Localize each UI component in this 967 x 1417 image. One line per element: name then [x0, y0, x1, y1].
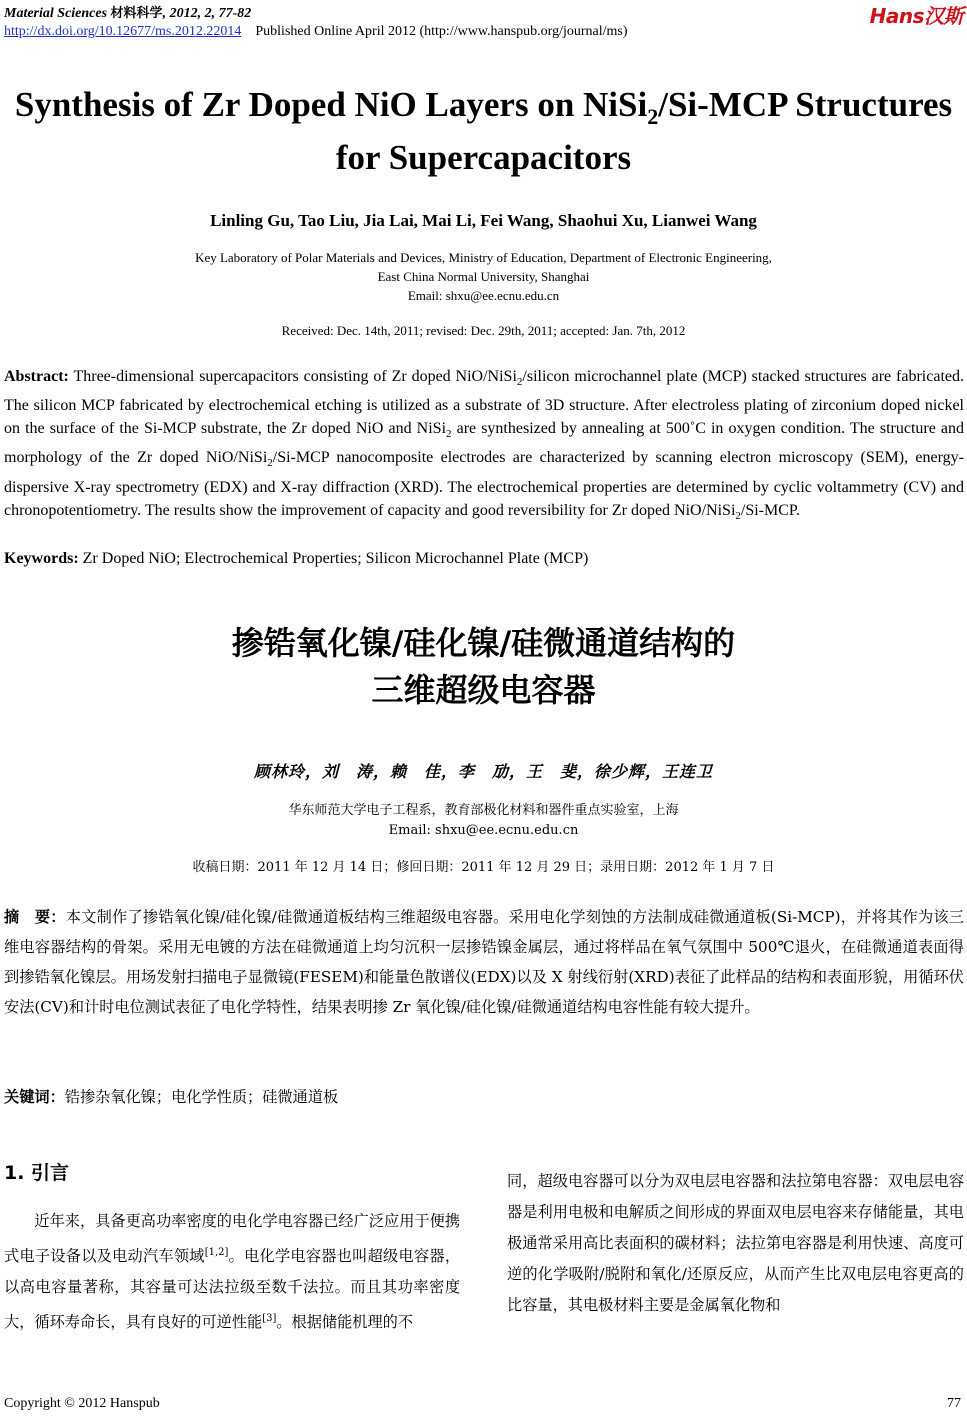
journal-title-cn: 材料科学 [110, 6, 163, 21]
published-info: Published Online April 2012 (http://www.hanspub.org/journal/ms) [255, 24, 628, 39]
citation-ref[interactable]: [3] [262, 1313, 277, 1325]
doi-link[interactable]: http://dx.doi.org/10.12677/ms.2012.22014 [4, 24, 242, 39]
affiliation: Key Laboratory of Polar Materials and Devices, Ministry of Education, Department of Electronic Engineering, East China Normal University, Shanghai Email: shxu@ee.ecnu.edu.cn [195, 250, 772, 303]
received-dates: Received: Dec. 14th, 2011; revised: Dec. 29th, 2011; accepted: Jan. 7th, 2012 [281, 323, 686, 338]
abstract: Abstract: Three-dimensional supercapacitors consisting of Zr doped NiO/NiSi$_2$/silicon microchannel plate (MCP) stacked structures are fabricated. The silicon MCP fabricated by electrochemical etching is utilized as a substrate of 3D structure. After electroless plating of zirconium doped nickel on the surface of the Si-MCP substrate, the Zr doped NiO and NiSi$_2$ are synthesized by annealing at 500˚C in oxygen condition. The structure and morphology of the Zr doped NiO/NiSi$_2$/Si-MCP nanocomposite electrodes are characterized by scanning electron microscopy (SEM), energy-dispersive X-ray spectrometry (EDX) and X-ray diffraction (XRD). The electrochemical properties are determined by cyclic voltammetry (CV) and chronopotentiometry. The results show the improvement of capacity and good reversibility for Zr doped NiO/NiSi$_2$/Si-MCP. [4, 368, 965, 522]
section-heading: 1. 引言 [4, 1162, 70, 1184]
cn-abstract: 摘 要：本文制作了掺锆氧化镍/硅化镍/硅微通道板结构三维超级电容器。采用电化学刻蚀的方法制成硅微通道板(Si-MCP)，并将其作为该三维电容器结构的骨架。采用无电镀的方法在硅微通道上均匀沉积一层掺锆镍金属层，通过将样品在氧气氛围中 500℃退火，在硅微通道表面得到掺锆氧化镍层。用场发射扫描电子显微镜(FESEM)和能量色散谱仪(EDX)以及 X 射线衍射(XRD)表征了此样品的结构和表面形貌，用循环伏安法(CV)和计时电位测试表征了电化学特性，结果表明掺 Zr 氧化镍/硅化镍/硅微通道结构电容性能有较大提升。 [4, 908, 964, 1016]
page-number: 77 [947, 1396, 961, 1411]
cn-received-dates: 收稿日期：2011 年 12 月 14 日；修回日期：2011 年 12 月 29 日；录用日期：2012 年 1 月 7 日 [192, 860, 775, 875]
volume-info: , 2012, 2, 77-82 [162, 6, 252, 21]
journal-title: Material Sciences [4, 6, 108, 21]
paper-title: Synthesis of Zr Doped NiO Layers on NiSi$_2$/Si-MCP Structures for Supercapacitors [14, 85, 953, 177]
citation-ref[interactable]: [1,2] [204, 1247, 229, 1258]
journal-name [4, 2, 251, 22]
cn-authors: 顾林玲，刘 涛，赖 佳，李 劢，王 斐，徐少辉，王连卫 [253, 762, 713, 781]
doi-line [4, 24, 628, 40]
intro-left-column: 近年来，具备更高功率密度的电化学电容器已经广泛应用于便携式电子设备以及电动汽车领域[1,2]。电化学电容器也叫超级电容器，以高电容量著称，其容量可达法拉级至数千法拉。而且其功率密度大，循环寿命长，具有良好的可逆性能[3]。根据储能机理的不 [4, 1212, 461, 1332]
keywords: Keywords: Zr Doped NiO; Electrochemical Properties; Silicon Microchannel Plate (MCP) [4, 550, 589, 567]
intro-right-column: 同，超级电容器可以分为双电层电容器和法拉第电容器：双电层电容器是利用电极和电解质之间形成的界面双电层电容来存储能量，其电极通常采用高比表面积的碳材料；法拉第电容器是利用快速、高度可逆的化学吸附/脱附和氧化/还原反应，从而产生比双电层电容更高的比容量，其电极材料主要是金属氧化物和 [507, 1172, 964, 1314]
hans-logo: Hans汉斯 [869, 4, 963, 28]
cn-affiliation: 华东师范大学电子工程系，教育部极化材料和器件重点实验室，上海 Email: shxu@ee.ecnu.edu.cn [288, 803, 679, 838]
cn-keywords: 关键词：锆掺杂氧化镍；电化学性质；硅微通道板 [4, 1088, 339, 1106]
cn-title: 掺锆氧化镍/硅化镍/硅微通道结构的 三维超级电容器 [231, 624, 736, 709]
copyright: Copyright © 2012 Hanspub [4, 1396, 160, 1411]
authors: Linling Gu, Tao Liu, Jia Lai, Mai Li, Fei Wang, Shaohui Xu, Lianwei Wang [210, 211, 757, 230]
